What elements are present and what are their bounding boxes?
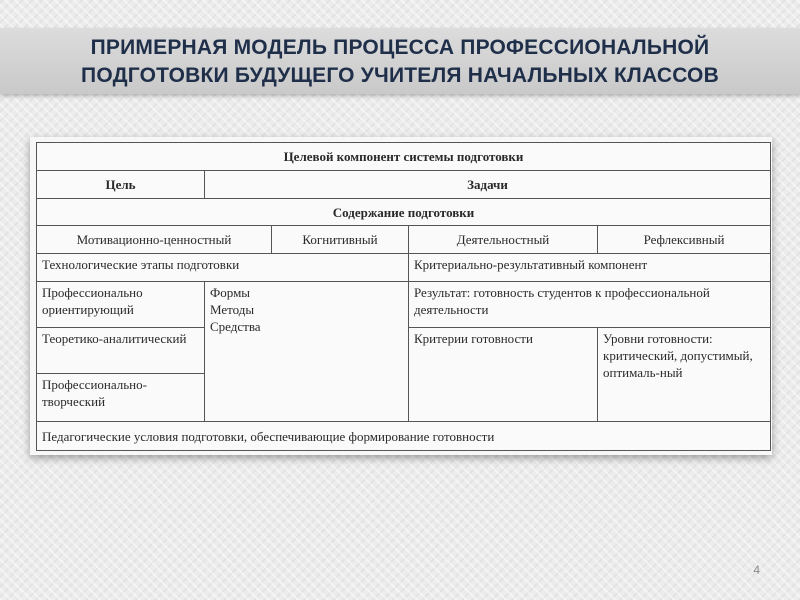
cell-target-component: Целевой компонент системы подготовки (37, 143, 771, 171)
cell-tech-stages: Технологические этапы подготовки (37, 254, 409, 282)
cell-criteria: Критерии готовности (409, 328, 598, 422)
cell-stage-3: Профессионально-творческий (37, 374, 205, 422)
cell-tasks: Задачи (205, 171, 771, 199)
cell-stage-2: Теоретико-аналитический (37, 328, 205, 374)
slide-title-line-2: ПОДГОТОВКИ БУДУЩЕГО УЧИТЕЛЯ НАЧАЛЬНЫХ КЛАССОВ (81, 64, 719, 87)
cell-forms-methods-means (205, 282, 409, 422)
cell-result: Результат: готовность студентов к профессиональной деятельности (409, 282, 771, 328)
levels-list: критический, допустимый, оптималь-ный (603, 348, 753, 380)
cell-criterial-component: Критериально-результативный компонент (409, 254, 771, 282)
cell-activity: Деятельностный (409, 226, 598, 254)
cell-levels (598, 328, 771, 422)
cell-motivational: Мотивационно-ценностный (37, 226, 272, 254)
cell-conditions: Педагогические условия подготовки, обеспечивающие формирование готовности (37, 422, 771, 451)
model-table (36, 142, 771, 451)
cell-reflexive: Рефлексивный (598, 226, 771, 254)
slide-title-line-1: ПРИМЕРНАЯ МОДЕЛЬ ПРОЦЕССА ПРОФЕССИОНАЛЬНОЙ (90, 36, 710, 59)
means-label: Средства (210, 319, 261, 334)
levels-title: Уровни готовности: (603, 331, 713, 346)
cell-cognitive: Когнитивный (272, 226, 409, 254)
cell-content: Содержание подготовки (37, 199, 771, 226)
forms-label: Формы (210, 285, 251, 300)
methods-label: Методы (210, 302, 255, 317)
page-number: 4 (753, 563, 760, 577)
cell-goal: Цель (37, 171, 205, 199)
cell-stage-1: Профессионально ориентирующий (37, 282, 205, 328)
slide-title (20, 34, 780, 90)
